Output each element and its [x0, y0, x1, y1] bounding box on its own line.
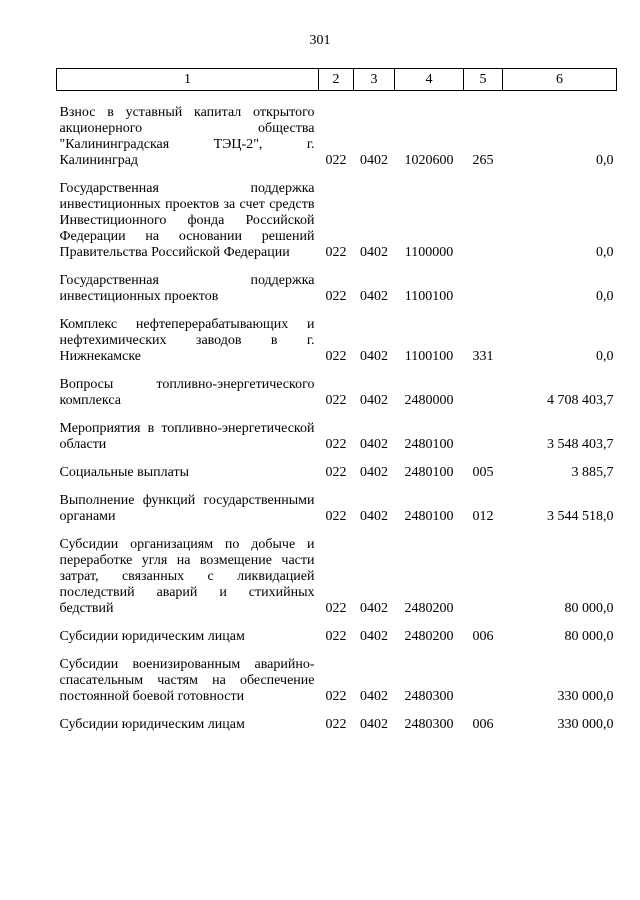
article-code: 2480100: [404, 509, 454, 524]
column-header: 5: [464, 69, 503, 91]
ministry-code: 022: [325, 289, 347, 304]
section-code: 0402: [360, 153, 388, 168]
row-description: Мероприятия в топливно-энергетической области: [59, 421, 315, 452]
amount: 80 000,0: [564, 629, 614, 644]
ministry-code: 022: [325, 629, 347, 644]
table-row: [57, 657, 617, 717]
article-code: 2480000: [404, 393, 454, 408]
ministry-code: 022: [325, 689, 347, 704]
table-row: [57, 91, 617, 182]
budget-table: [56, 68, 617, 745]
section-code: 0402: [360, 393, 388, 408]
row-description: Субсидии юридическим лицам: [59, 629, 245, 644]
article-code: 1100100: [404, 349, 454, 364]
article-code: 2480200: [404, 601, 454, 616]
article-code: 1020600: [404, 153, 454, 168]
section-code: 0402: [360, 629, 388, 644]
row-description: Субсидии военизированным аварийно-спасательным частям на обеспечение постоянной боевой готовности: [59, 657, 315, 704]
column-header: 1: [57, 69, 319, 91]
ministry-code: 022: [325, 509, 347, 524]
row-description: Социальные выплаты: [59, 465, 190, 480]
expense-type-code: [464, 181, 503, 273]
expense-type-code: [464, 537, 503, 629]
amount: 4 708 403,7: [547, 393, 614, 408]
expense-type-code: 331: [472, 349, 494, 364]
amount: 3 544 518,0: [547, 509, 614, 524]
amount: 0,0: [596, 245, 614, 260]
ministry-code: 022: [325, 349, 347, 364]
table-row: [57, 181, 617, 273]
row-description: Взнос в уставный капитал открытого акционерного общества "Калининградская ТЭЦ-2", г. Калининград: [59, 105, 315, 168]
table-row: [57, 629, 617, 657]
ministry-code: 022: [325, 153, 347, 168]
table-row: [57, 421, 617, 465]
section-code: 0402: [360, 689, 388, 704]
expense-type-code: 012: [472, 509, 494, 524]
table-row: [57, 537, 617, 629]
amount: 0,0: [596, 153, 614, 168]
expense-type-code: 006: [472, 629, 494, 644]
expense-type-code: [464, 273, 503, 317]
section-code: 0402: [360, 717, 388, 732]
column-header: 6: [503, 69, 617, 91]
section-code: 0402: [360, 437, 388, 452]
section-code: 0402: [360, 465, 388, 480]
ministry-code: 022: [325, 245, 347, 260]
article-code: 2480300: [404, 689, 454, 704]
table-row: [57, 273, 617, 317]
column-header: 3: [354, 69, 395, 91]
table-row: [57, 317, 617, 377]
header-row: [57, 69, 617, 91]
amount: 80 000,0: [564, 601, 614, 616]
article-code: 1100000: [404, 245, 454, 260]
expense-type-code: 005: [472, 465, 494, 480]
ministry-code: 022: [325, 393, 347, 408]
amount: 3 885,7: [571, 465, 614, 480]
expense-type-code: 265: [472, 153, 494, 168]
amount: 330 000,0: [557, 717, 614, 732]
article-code: 2480300: [404, 717, 454, 732]
ministry-code: 022: [325, 437, 347, 452]
article-code: 2480200: [404, 629, 454, 644]
expense-type-code: [464, 657, 503, 717]
row-description: Государственная поддержка инвестиционных проектов: [59, 273, 315, 304]
ministry-code: 022: [325, 717, 347, 732]
amount: 0,0: [596, 349, 614, 364]
row-description: Государственная поддержка инвестиционных проектов за счет средств Инвестиционного фонда Российской Федерации на основании решений Правительства Российской Федерации: [59, 181, 315, 260]
row-description: Комплекс нефтеперерабатывающих и нефтехимических заводов в г. Нижнекамске: [59, 317, 315, 364]
expense-type-code: [464, 377, 503, 421]
expense-type-code: 006: [472, 717, 494, 732]
column-header: 4: [395, 69, 464, 91]
row-description: Субсидии организациям по добыче и переработке угля на возмещение части затрат, связанных с ликвидацией последствий аварий и стихийных бедствий: [59, 537, 315, 616]
section-code: 0402: [360, 245, 388, 260]
table-row: [57, 493, 617, 537]
table-row: [57, 465, 617, 493]
row-description: Субсидии юридическим лицам: [59, 717, 245, 732]
expense-type-code: [464, 421, 503, 465]
row-description: Вопросы топливно-энергетического комплекса: [59, 377, 315, 408]
table-row: [57, 717, 617, 745]
row-description: Выполнение функций государственными органами: [59, 493, 315, 524]
article-code: 1100100: [404, 289, 454, 304]
article-code: 2480100: [404, 465, 454, 480]
amount: 3 548 403,7: [547, 437, 614, 452]
page-number: 301: [309, 33, 331, 48]
section-code: 0402: [360, 289, 388, 304]
section-code: 0402: [360, 509, 388, 524]
column-header: 2: [319, 69, 354, 91]
ministry-code: 022: [325, 465, 347, 480]
amount: 330 000,0: [557, 689, 614, 704]
ministry-code: 022: [325, 601, 347, 616]
table-row: [57, 377, 617, 421]
amount: 0,0: [596, 289, 614, 304]
article-code: 2480100: [404, 437, 454, 452]
section-code: 0402: [360, 349, 388, 364]
section-code: 0402: [360, 601, 388, 616]
